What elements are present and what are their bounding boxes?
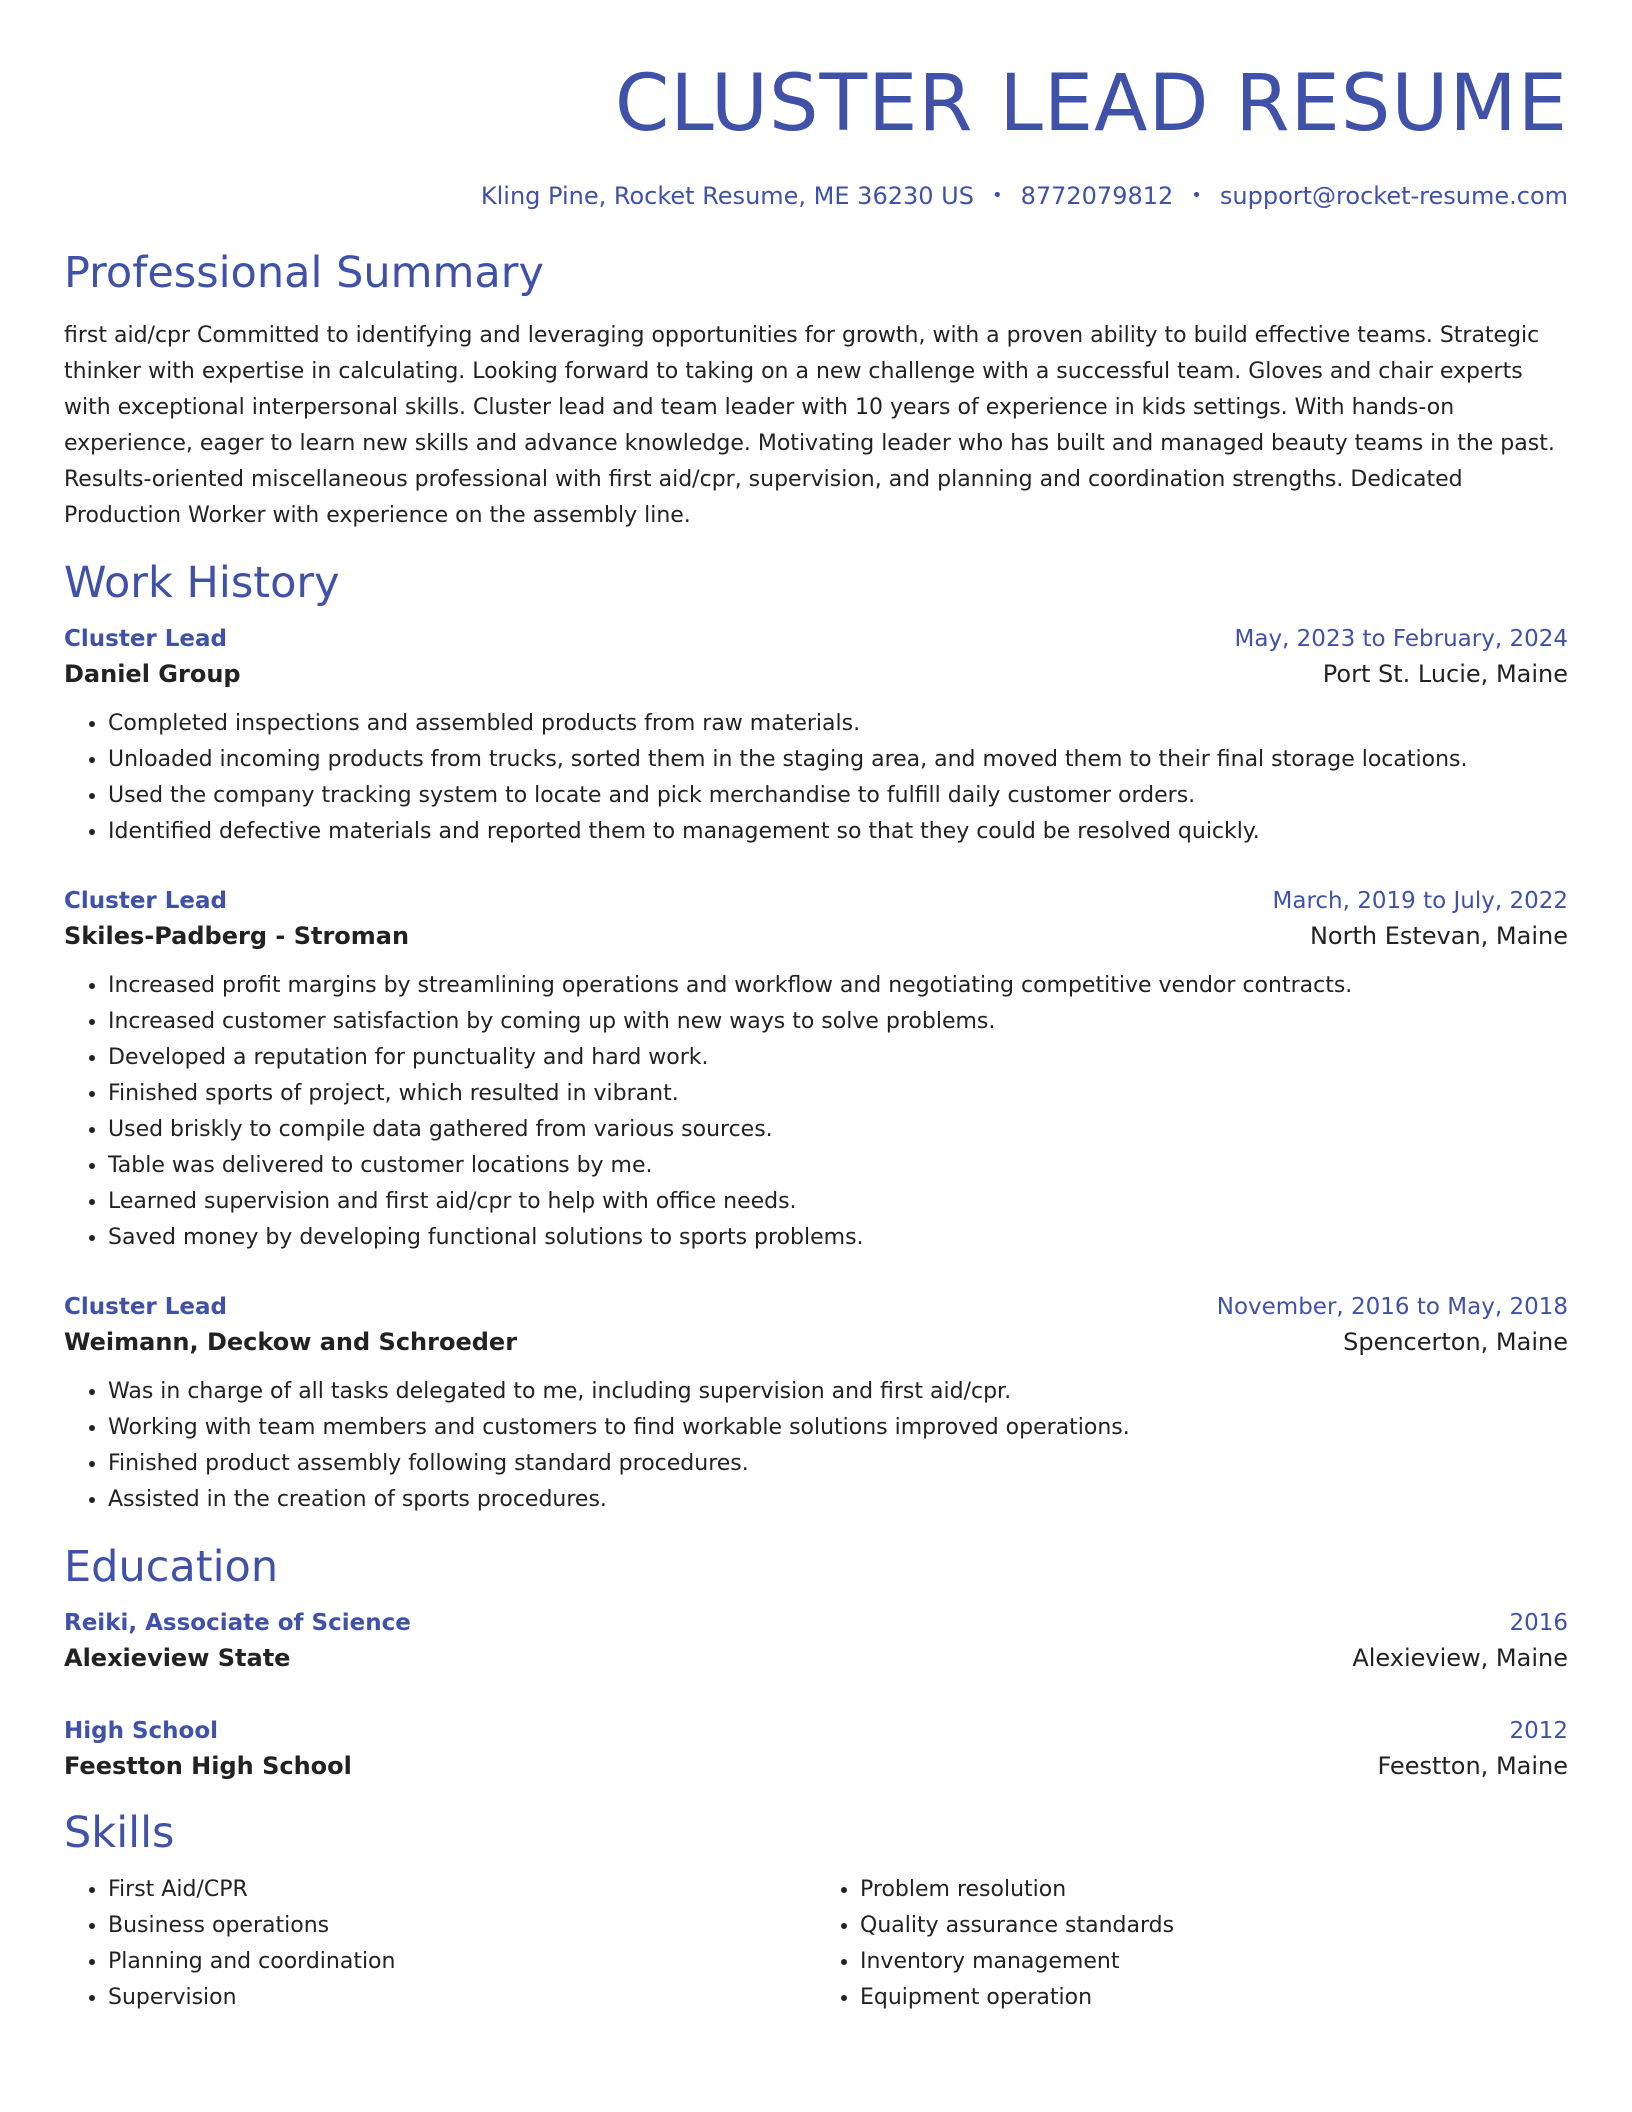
job-bullets [64, 706, 1568, 850]
education-year: 2016 [1509, 1610, 1568, 1636]
job-company-row [64, 656, 1568, 692]
job-company: Weimann, Deckow and Schroeder [64, 1328, 518, 1356]
job-location: North Estevan, Maine [1309, 922, 1568, 950]
job-title: Cluster Lead [64, 1294, 228, 1320]
contact-separator: • [1191, 185, 1202, 206]
job-location: Port St. Lucie, Maine [1322, 660, 1568, 688]
education-header-row [64, 1714, 1568, 1748]
job-bullet: • Was in charge of all tasks delegated to me, including supervision and first aid/cpr. [108, 1374, 1568, 1410]
education-entry [64, 1606, 1568, 1676]
skill-item: • Inventory management [860, 1944, 1568, 1980]
job-bullets [64, 1374, 1568, 1518]
summary-section [64, 246, 1568, 534]
education-location: Alexieview, Maine [1352, 1644, 1568, 1672]
contact-address: Kling Pine, Rocket Resume, ME 36230 US [480, 182, 974, 210]
skill-item: • Business operations [108, 1908, 816, 1944]
job-bullet: • Used briskly to compile data gathered from various sources. [108, 1112, 1568, 1148]
job-bullet: • Increased customer satisfaction by coming up with new ways to solve problems. [108, 1004, 1568, 1040]
section-heading-summary: Professional Summary [64, 248, 544, 298]
education-location: Feestton, Maine [1377, 1752, 1568, 1780]
education-school: Feestton High School [64, 1752, 352, 1780]
education-entry [64, 1714, 1568, 1784]
section-heading-work-history: Work History [64, 558, 340, 608]
job-bullet: • Working with team members and customers to find workable solutions improved operations. [108, 1410, 1568, 1446]
job-dates: March, 2019 to July, 2022 [1272, 888, 1568, 914]
job-bullets [64, 968, 1568, 1256]
education-school: Alexieview State [64, 1644, 291, 1672]
job-entry [64, 1290, 1568, 1518]
education-degree: Reiki, Associate of Science [64, 1610, 411, 1636]
education-section [64, 1540, 1568, 1784]
job-entry [64, 884, 1568, 1256]
job-bullet: • Completed inspections and assembled products from raw materials. [108, 706, 1568, 742]
education-school-row [64, 1640, 1568, 1676]
contact-phone[interactable]: 8772079812 [1020, 182, 1174, 210]
job-company: Skiles-Padberg - Stroman [64, 922, 410, 950]
job-company: Daniel Group [64, 660, 241, 688]
job-bullet: • Learned supervision and first aid/cpr to help with office needs. [108, 1184, 1568, 1220]
summary-text: first aid/cpr Committed to identifying and leveraging opportunities for growth, with a proven ability to build effective teams. Strategic thinker with expertise in calculating. Looking forward to taking on a new challenge with a successful team. Gloves and chair experts with exceptional interpersonal skills. Cluster lead and team leader with 10 years of experience in kids settings. With hands-on experience, eager to learn new skills and advance knowledge. Motivating leader who has built and managed beauty teams in the past. Results-oriented miscellaneous professional with first aid/cpr, supervision, and planning and coordination strengths. Dedicated Production Worker with experience on the assembly line. [64, 323, 1555, 528]
education-school-row [64, 1748, 1568, 1784]
job-title: Cluster Lead [64, 626, 228, 652]
job-company-row [64, 1324, 1568, 1360]
job-dates: May, 2023 to February, 2024 [1234, 626, 1568, 652]
education-header-row [64, 1606, 1568, 1640]
skills-columns [64, 1872, 1568, 2016]
job-header-row [64, 622, 1568, 656]
job-bullet: • Table was delivered to customer locations by me. [108, 1148, 1568, 1184]
job-bullet: • Finished product assembly following standard procedures. [108, 1446, 1568, 1482]
job-bullet: • Finished sports of project, which resulted in vibrant. [108, 1076, 1568, 1112]
job-bullet: • Assisted in the creation of sports procedures. [108, 1482, 1568, 1518]
skills-list-left [64, 1872, 816, 2016]
education-degree: High School [64, 1718, 219, 1744]
education-year: 2012 [1509, 1718, 1568, 1744]
skill-item: • Problem resolution [860, 1872, 1568, 1908]
job-bullet: • Developed a reputation for punctuality and hard work. [108, 1040, 1568, 1076]
job-header-row [64, 884, 1568, 918]
job-company-row [64, 918, 1568, 954]
skill-item: • Planning and coordination [108, 1944, 816, 1980]
contact-email[interactable]: support@rocket-resume.com [1219, 182, 1568, 210]
skill-item: • Equipment operation [860, 1980, 1568, 2016]
skill-item: • First Aid/CPR [108, 1872, 816, 1908]
job-bullet: • Increased profit margins by streamlining operations and workflow and negotiating competitive vendor contracts. [108, 968, 1568, 1004]
contact-separator: • [991, 185, 1003, 206]
job-dates: November, 2016 to May, 2018 [1216, 1294, 1568, 1320]
job-bullet: • Unloaded incoming products from trucks, sorted them in the staging area, and moved them to their final storage locations. [108, 742, 1568, 778]
job-title: Cluster Lead [64, 888, 228, 914]
job-location: Spencerton, Maine [1343, 1328, 1568, 1356]
job-bullet: • Identified defective materials and reported them to management so that they could be resolved quickly. [108, 814, 1568, 850]
resume-title: CLUSTER LEAD RESUME [614, 59, 1568, 149]
job-bullet: • Used the company tracking system to locate and pick merchandise to fulfill daily customer orders. [108, 778, 1568, 814]
skills-list-right [816, 1872, 1568, 2016]
job-bullet: • Saved money by developing functional solutions to sports problems. [108, 1220, 1568, 1256]
section-heading-skills: Skills [64, 1808, 175, 1858]
contact-line [64, 180, 1568, 212]
skill-item: • Quality assurance standards [860, 1908, 1568, 1944]
job-header-row [64, 1290, 1568, 1324]
section-heading-education: Education [64, 1542, 279, 1592]
work-history-section [64, 556, 1568, 1518]
job-entry [64, 622, 1568, 850]
skill-item: • Supervision [108, 1980, 816, 2016]
skills-section [64, 1806, 1568, 2016]
